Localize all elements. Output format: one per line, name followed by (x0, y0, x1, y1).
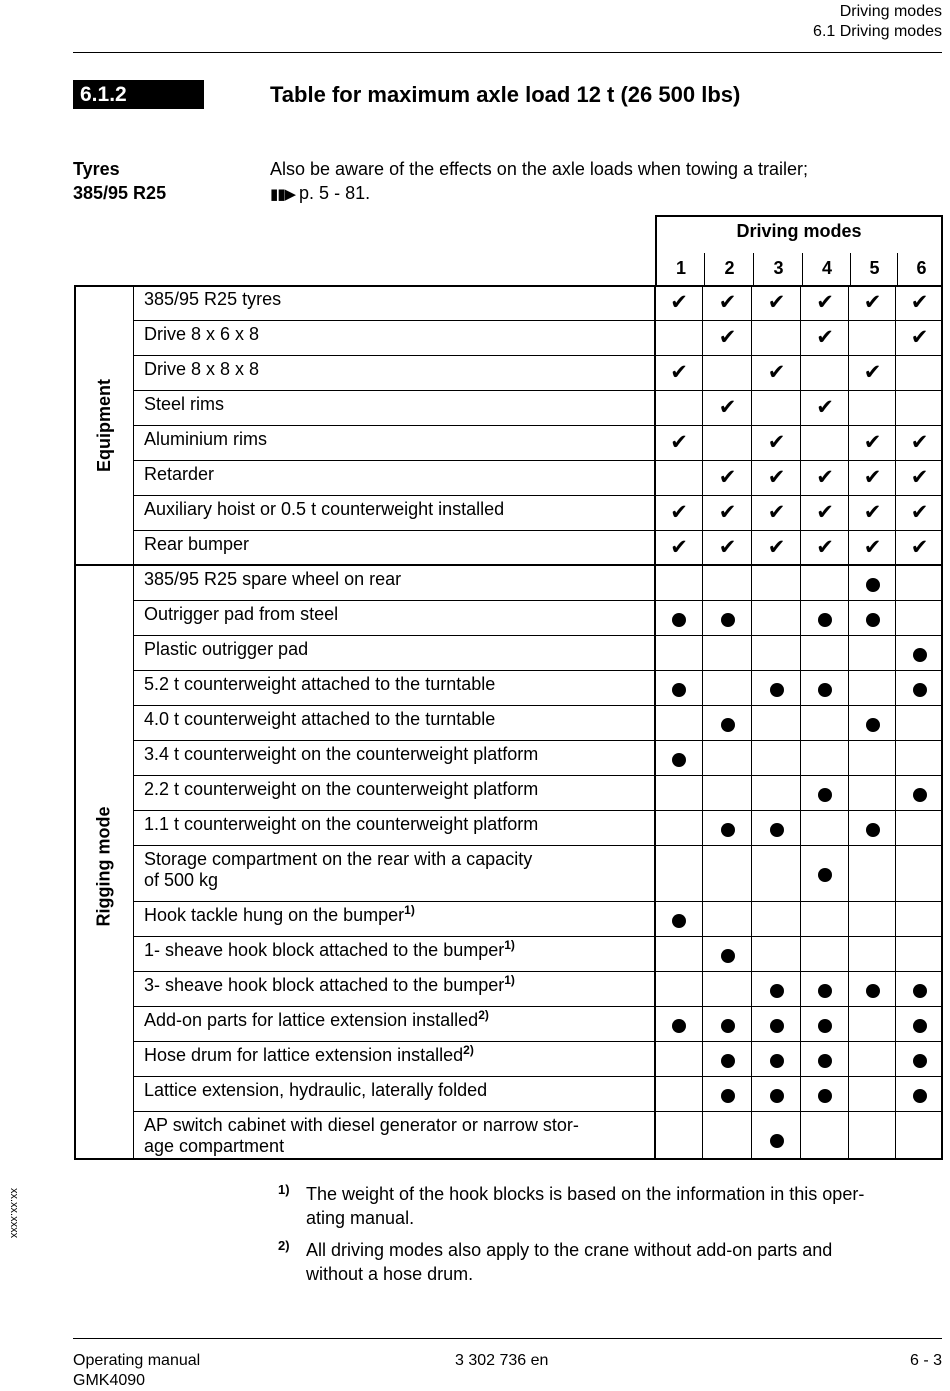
check-mark-icon: ✔ (816, 325, 834, 349)
check-mark-icon: ✔ (816, 290, 834, 314)
row-label (144, 779, 538, 800)
check-mark-icon: ✔ (767, 290, 786, 314)
row-label (144, 674, 495, 695)
group-label-text: Equipment (93, 378, 114, 472)
intro-reference[interactable] (270, 181, 808, 207)
row-label-text: Hose drum for lattice extension installed (144, 1045, 464, 1065)
row-label (144, 499, 504, 520)
check-mark-icon: ✔ (910, 325, 929, 349)
footnote-ref: 2) (463, 1043, 474, 1057)
row-label-text: Auxiliary hoist or 0.5 t counterweight installed (144, 499, 505, 519)
dot-mark-icon (801, 680, 849, 696)
row-label (144, 289, 281, 310)
mode-header-divider (850, 253, 851, 287)
tyres-label: Tyres (73, 159, 120, 179)
check-mark-icon: ✔ (670, 290, 688, 314)
check-mark-icon: ✔ (718, 290, 737, 314)
dot-mark-icon (703, 610, 752, 626)
check-mark-icon: ✔ (816, 465, 834, 489)
reference-arrow-icon: ▮▮▶ (270, 186, 296, 203)
dot-mark-icon (849, 575, 896, 591)
dot-mark-icon (703, 946, 752, 962)
driving-mode-number: 1 (675, 258, 686, 278)
footnote-text (306, 1182, 942, 1230)
row-label (144, 324, 259, 345)
driving-mode-number: 2 (724, 258, 735, 278)
row-label-text: Rear bumper (144, 534, 250, 554)
row-label (144, 975, 515, 996)
footer-number: 3 302 736 en (455, 1352, 549, 1369)
footnote-ref: 1) (504, 973, 515, 987)
mode-column-divider (702, 285, 703, 1160)
row-label-text: Storage compartment on the rear with a capacity (144, 849, 533, 869)
check-mark-icon: ✔ (718, 535, 737, 559)
row-label (144, 359, 259, 380)
mode-column-divider (848, 285, 849, 1160)
dot-mark-icon (896, 1086, 943, 1102)
row-label (144, 1115, 579, 1157)
footnote-text (306, 1238, 942, 1286)
footnote-line: without a hose drum. (306, 1264, 474, 1284)
row-label-text: Drive 8 x 6 x 8 (144, 324, 260, 344)
check-mark-icon: ✔ (863, 360, 882, 384)
row-label (144, 905, 415, 926)
check-mark-icon: ✔ (910, 465, 929, 489)
mode-column-divider (800, 285, 801, 1160)
check-mark-icon: ✔ (670, 500, 688, 524)
footer-model: GMK4090 (73, 1372, 146, 1389)
check-mark-icon: ✔ (718, 395, 737, 419)
row-label-text: 2.2 t counterweight on the counterweight platform (144, 779, 539, 799)
row-label-text: 3- sheave hook block attached to the bumper (144, 975, 505, 995)
dot-mark-icon (752, 820, 801, 836)
row-label (144, 1010, 489, 1031)
row-label-text: age compartment (144, 1136, 285, 1156)
check-mark-icon: ✔ (863, 290, 882, 314)
row-label-text: Plastic outrigger pad (144, 639, 309, 659)
group-label (75, 285, 133, 565)
dot-mark-icon (655, 911, 703, 927)
row-label (144, 394, 224, 415)
footnote-number: 1) (278, 1182, 290, 1197)
row-label-text: Steel rims (144, 394, 225, 414)
side-code-text: xx.xx.xxxx (8, 1188, 20, 1239)
group-label (75, 565, 133, 1167)
row-label-text: Retarder (144, 464, 215, 484)
check-mark-icon: ✔ (910, 535, 929, 559)
row-label (144, 569, 401, 590)
check-mark-icon: ✔ (767, 465, 786, 489)
dot-mark-icon (801, 1016, 849, 1032)
dot-mark-icon (896, 680, 943, 696)
dot-mark-icon (849, 981, 896, 997)
check-mark-icon: ✔ (670, 535, 688, 559)
check-mark-icon: ✔ (816, 535, 834, 559)
row-label-text: Drive 8 x 8 x 8 (144, 359, 260, 379)
dot-mark-icon (896, 1051, 943, 1067)
dot-mark-icon (703, 715, 752, 731)
driving-mode-number: 4 (821, 258, 832, 278)
reference-link[interactable]: p. 5 - 81. (299, 183, 371, 203)
check-mark-icon: ✔ (670, 360, 688, 384)
dot-mark-icon (896, 645, 943, 661)
footnote-ref: 1) (404, 903, 415, 917)
dot-mark-icon (752, 680, 801, 696)
dot-mark-icon (752, 1051, 801, 1067)
check-mark-icon: ✔ (767, 500, 786, 524)
check-mark-icon: ✔ (718, 465, 737, 489)
mode-column-divider (751, 285, 752, 1160)
row-label (144, 604, 338, 625)
row-label-text: 385/95 R25 spare wheel on rear (144, 569, 402, 589)
running-header-chapter: Driving modes (839, 3, 942, 20)
dot-mark-icon (896, 1016, 943, 1032)
footnote-line: The weight of the hook blocks is based on the information in this oper- (306, 1184, 865, 1204)
mode-header-divider (704, 253, 705, 287)
running-header-section: 6.1 Driving modes (813, 23, 942, 40)
row-label (144, 744, 538, 765)
mode-column-divider (895, 285, 896, 1160)
check-mark-icon: ✔ (910, 290, 929, 314)
footnote-ref: 2) (478, 1008, 489, 1022)
row-label-text: Lattice extension, hydraulic, laterally folded (144, 1080, 488, 1100)
dot-mark-icon (703, 820, 752, 836)
check-mark-icon: ✔ (718, 325, 737, 349)
row-label (144, 1045, 474, 1066)
footnote-line: All driving modes also apply to the crane without add-on parts and (306, 1240, 833, 1260)
check-mark-icon: ✔ (767, 535, 786, 559)
group-label-text: Rigging mode (93, 806, 114, 926)
check-mark-icon: ✔ (863, 500, 882, 524)
row-label-text: AP switch cabinet with diesel generator or narrow stor- (144, 1115, 579, 1135)
row-label (144, 429, 267, 450)
dot-mark-icon (655, 1016, 703, 1032)
intro-line: Also be aware of the effects on the axle loads when towing a trailer; (270, 159, 808, 179)
tyres-label-block (73, 157, 166, 205)
dot-mark-icon (801, 785, 849, 801)
intro-text (270, 157, 808, 207)
group-column-divider (133, 285, 134, 1160)
row-label-text: 4.0 t counterweight attached to the turntable (144, 709, 496, 729)
footer-doc: Operating manual (73, 1352, 201, 1369)
check-mark-icon: ✔ (910, 430, 929, 454)
row-label (144, 814, 538, 835)
row-label (144, 709, 495, 730)
check-mark-icon: ✔ (816, 500, 834, 524)
header-rule (73, 52, 942, 53)
dot-mark-icon (752, 1131, 801, 1147)
row-label-text: 3.4 t counterweight on the counterweight platform (144, 744, 539, 764)
footnote-number: 2) (278, 1238, 290, 1253)
check-mark-icon: ✔ (910, 500, 929, 524)
row-label (144, 1080, 487, 1101)
dot-mark-icon (703, 1086, 752, 1102)
dot-mark-icon (752, 1086, 801, 1102)
row-label-text: Aluminium rims (144, 429, 268, 449)
mode-header-divider (802, 253, 803, 287)
row-label-text: 385/95 R25 tyres (144, 289, 282, 309)
dot-mark-icon (703, 1016, 752, 1032)
footer-rule (73, 1338, 942, 1339)
dot-mark-icon (849, 820, 896, 836)
row-label-text: Outrigger pad from steel (144, 604, 339, 624)
check-mark-icon: ✔ (816, 395, 834, 419)
check-mark-icon: ✔ (863, 465, 882, 489)
row-label-text: Hook tackle hung on the bumper (144, 905, 405, 925)
row-label (144, 639, 308, 660)
row-label-text: 1.1 t counterweight on the counterweight platform (144, 814, 539, 834)
tyres-size: 385/95 R25 (73, 183, 167, 203)
row-label (144, 940, 515, 961)
check-mark-icon: ✔ (767, 430, 786, 454)
dot-mark-icon (655, 680, 703, 696)
check-mark-icon: ✔ (863, 430, 882, 454)
dot-mark-icon (655, 750, 703, 766)
section-title: Table for maximum axle load 12 t (26 500 lbs) (270, 82, 741, 107)
row-label (144, 849, 532, 891)
dot-mark-icon (801, 1086, 849, 1102)
footnote-ref: 1) (504, 938, 515, 952)
dot-mark-icon (849, 715, 896, 731)
dot-mark-icon (849, 610, 896, 626)
label-column-divider (654, 285, 656, 1160)
dot-mark-icon (801, 610, 849, 626)
check-mark-icon: ✔ (718, 500, 737, 524)
row-label-text: of 500 kg (144, 870, 219, 890)
driving-mode-number: 6 (916, 258, 927, 278)
mode-header-divider (753, 253, 754, 287)
dot-mark-icon (896, 785, 943, 801)
dot-mark-icon (703, 1051, 752, 1067)
row-label-text: Add-on parts for lattice extension installed (144, 1010, 479, 1030)
row-label-text: 5.2 t counterweight attached to the turntable (144, 674, 496, 694)
driving-modes-title: Driving modes (736, 221, 862, 241)
row-label-text: 1- sheave hook block attached to the bumper (144, 940, 505, 960)
footer-page: 6 - 3 (909, 1352, 942, 1369)
dot-mark-icon (801, 981, 849, 997)
section-number: 6.1.2 (73, 80, 204, 109)
driving-modes-header (655, 215, 943, 285)
footnote-line: ating manual. (306, 1208, 415, 1228)
dot-mark-icon (896, 981, 943, 997)
mode-header-divider (897, 253, 898, 287)
side-code (6, 1188, 26, 1248)
dot-mark-icon (801, 1051, 849, 1067)
check-mark-icon: ✔ (670, 430, 688, 454)
dot-mark-icon (752, 1016, 801, 1032)
check-mark-icon: ✔ (767, 360, 786, 384)
driving-mode-number: 3 (773, 258, 784, 278)
row-label (144, 464, 214, 485)
dot-mark-icon (752, 981, 801, 997)
check-mark-icon: ✔ (863, 535, 882, 559)
row-label (144, 534, 249, 555)
driving-mode-number: 5 (869, 258, 880, 278)
dot-mark-icon (655, 610, 703, 626)
dot-mark-icon (801, 865, 849, 881)
